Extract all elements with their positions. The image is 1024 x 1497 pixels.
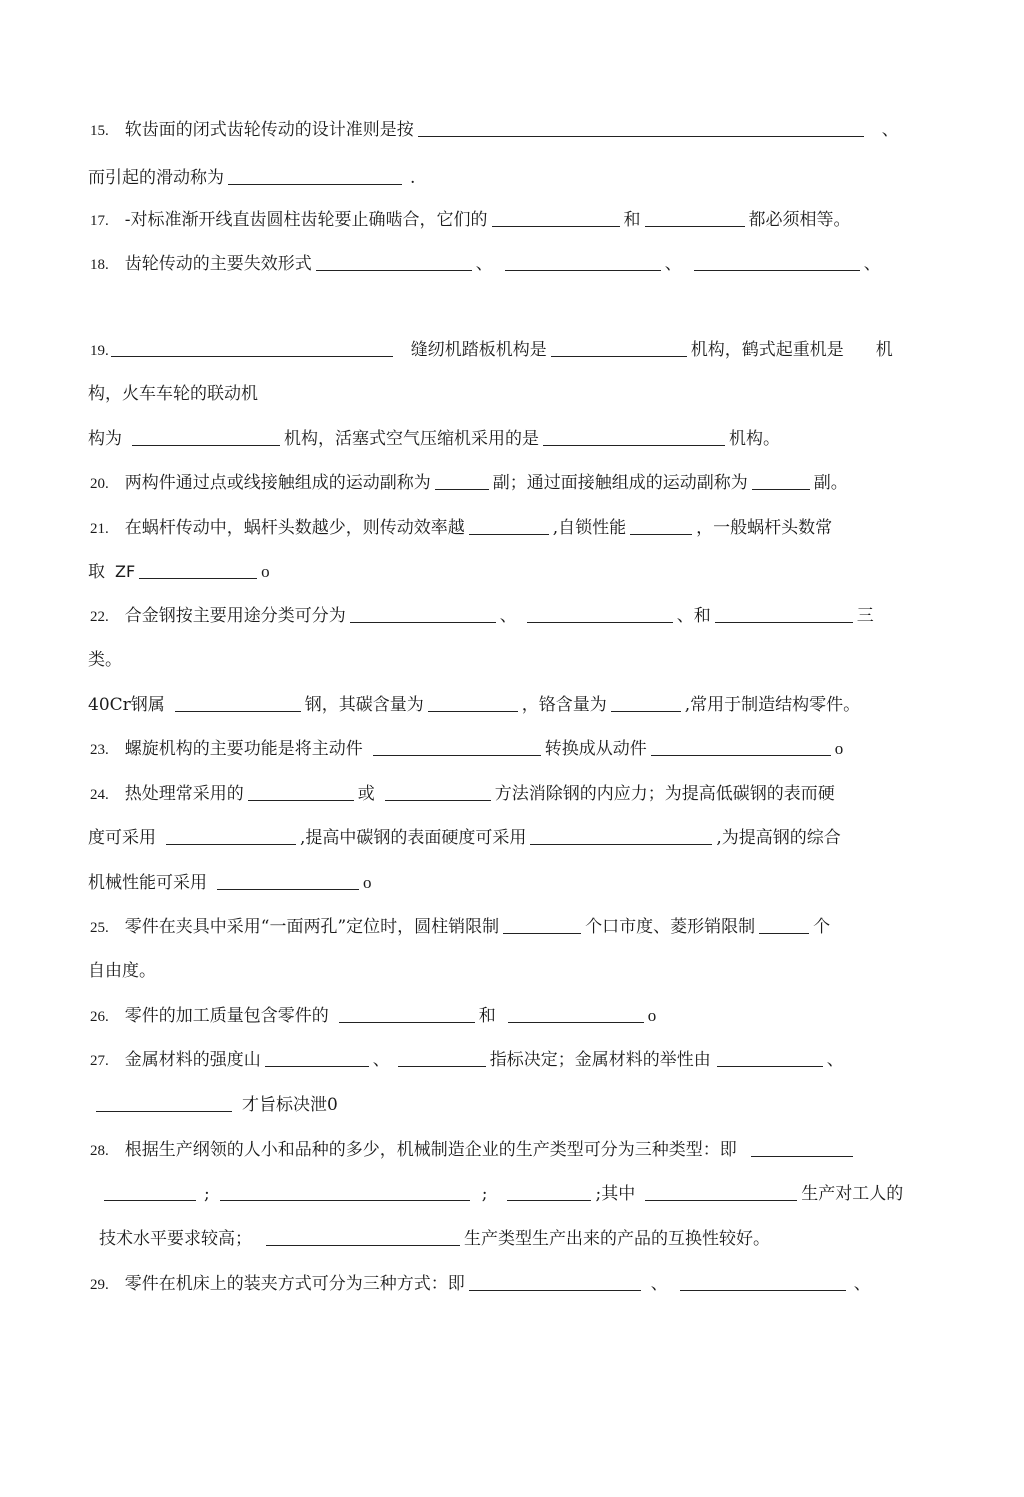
question-text: 在蜗杆传动中，蜗杆头数越少，则传动效率越 [124, 518, 465, 538]
question-23 [90, 734, 843, 764]
question-24-line-2 [88, 823, 841, 853]
punctuation: o [363, 873, 372, 892]
answer-blank[interactable] [220, 1180, 470, 1201]
answer-blank[interactable] [751, 1136, 853, 1157]
question-number: 18. [90, 257, 109, 273]
answer-blank[interactable] [428, 691, 518, 712]
question-text: 生产类型生产出来的产品的互换性较好。 [464, 1229, 770, 1249]
answer-blank[interactable] [717, 1046, 823, 1067]
question-21-line-2 [88, 557, 270, 587]
question-22-line-2 [88, 645, 122, 675]
question-text: 或 [357, 784, 375, 804]
answer-blank[interactable] [175, 691, 301, 712]
question-text: 和 [623, 210, 641, 230]
answer-blank[interactable] [469, 1270, 641, 1291]
question-text: 方法消除钢的内应力；为提高低碳钢的表而硬 [494, 784, 835, 804]
punctuation: 、 [853, 1274, 871, 1294]
question-text: ,提高中碳钢的表面硬度可采用 [300, 828, 527, 848]
question-number: 29. [90, 1277, 109, 1293]
answer-blank[interactable] [503, 913, 581, 934]
answer-blank[interactable] [228, 164, 402, 185]
question-27 [90, 1045, 844, 1075]
question-25-line-2 [88, 956, 156, 986]
punctuation: o [647, 1006, 657, 1025]
question-number: 17. [90, 213, 109, 229]
question-text: 机构。 [729, 429, 780, 449]
question-text: 热处理常采用的 [124, 784, 244, 804]
answer-blank[interactable] [527, 602, 673, 623]
answer-blank[interactable] [492, 206, 620, 227]
question-19-line-2 [88, 379, 258, 409]
question-text: 副；通过面接触组成的运动副称为 [492, 473, 748, 493]
question-29 [90, 1269, 871, 1299]
answer-blank[interactable] [630, 514, 692, 535]
question-16-continuation [88, 163, 415, 193]
question-text: 零件在机床上的装夹方式可分为三种方式：即 [124, 1274, 465, 1294]
question-27-line-2 [96, 1090, 338, 1120]
question-15 [90, 115, 899, 145]
question-text: 生产对工人的 [801, 1184, 904, 1204]
answer-blank[interactable] [435, 469, 489, 490]
question-text: 根据生产纲领的人小和品种的多少，机械制造企业的生产类型可分为三种类型：即 [124, 1140, 737, 1160]
punctuation: 、 [475, 254, 493, 274]
question-text: 副。 [813, 473, 848, 493]
answer-blank[interactable] [469, 514, 549, 535]
question-text: 构为 [88, 429, 122, 449]
question-text: 钢，其碳含量为 [304, 695, 424, 715]
question-text: 软齿面的闭式齿轮传动的设计准则是按 [124, 120, 414, 140]
question-number: 26. [90, 1009, 109, 1025]
question-text: 都必须相等。 [748, 210, 851, 230]
question-22-line-3 [88, 690, 860, 720]
question-text: ;其中 [595, 1184, 636, 1204]
question-text: 机构，活塞式空气压缩机采用的是 [284, 429, 539, 449]
question-text: 个 [813, 917, 831, 937]
question-18 [90, 249, 881, 279]
question-text: 金属材料的强度山 [124, 1050, 261, 1070]
question-text: 两构件通过点或线接触组成的运动副称为 [124, 473, 431, 493]
question-28-line-3 [99, 1224, 770, 1254]
symbol-zf: ZF [115, 562, 136, 581]
question-26 [90, 1001, 656, 1031]
punctuation: 、 [863, 254, 881, 274]
answer-blank[interactable] [694, 250, 860, 271]
question-17 [90, 205, 851, 235]
question-text: 才旨标决泄0 [242, 1095, 338, 1115]
answer-blank[interactable] [752, 469, 810, 490]
punctuation: 、 [372, 1050, 390, 1070]
answer-blank[interactable] [551, 336, 687, 357]
answer-blank[interactable] [508, 1002, 644, 1023]
question-text: 类。 [88, 650, 122, 670]
punctuation: 、 [664, 254, 682, 274]
question-21 [90, 513, 832, 543]
answer-blank[interactable] [543, 425, 725, 446]
answer-blank[interactable] [96, 1091, 232, 1112]
question-text: 指标决定；金属材料的举性由 [489, 1050, 711, 1070]
question-24-line-3 [88, 868, 372, 898]
question-text: 机 [875, 340, 893, 360]
question-text: 螺旋机构的主要功能是将主动件 [124, 739, 363, 759]
question-number: 28. [90, 1143, 109, 1159]
question-text: ,为提高钢的综合 [716, 828, 841, 848]
question-20 [90, 468, 848, 498]
answer-blank[interactable] [350, 602, 496, 623]
question-text: 齿轮传动的主要失效形式 [124, 254, 312, 274]
question-text: 和 [478, 1006, 496, 1026]
punctuation: ; [481, 1184, 488, 1204]
question-number: 23. [90, 742, 109, 758]
question-text: 、和 [676, 606, 711, 626]
punctuation: 、 [650, 1274, 668, 1294]
question-number: 21. [90, 521, 109, 537]
question-22 [90, 601, 874, 631]
question-number: 27. [90, 1053, 109, 1069]
answer-blank[interactable] [104, 1180, 196, 1201]
punctuation: 、 [826, 1050, 844, 1070]
answer-blank[interactable] [418, 116, 864, 137]
question-text: 度可采用 [88, 828, 156, 848]
question-text: ,常用于制造结构零件。 [684, 695, 861, 715]
question-number: 22. [90, 609, 109, 625]
question-text: 40Cr钢属 [88, 695, 165, 715]
question-19-line-3 [88, 424, 780, 454]
question-text: 而引起的滑动称为 [88, 168, 224, 188]
question-text: 机械性能可采用 [88, 873, 207, 893]
answer-blank[interactable] [645, 1180, 797, 1201]
answer-blank[interactable] [759, 913, 809, 934]
answer-blank[interactable] [507, 1180, 591, 1201]
punctuation: ; [204, 1184, 210, 1204]
question-text: ，一般蜗杆头数常 [696, 518, 833, 538]
question-25 [90, 912, 830, 942]
punctuation: . [410, 168, 416, 188]
question-24 [90, 779, 835, 809]
answer-blank[interactable] [651, 735, 831, 756]
answer-blank[interactable] [505, 250, 661, 271]
answer-blank[interactable] [385, 780, 491, 801]
answer-blank[interactable] [265, 1046, 369, 1067]
question-number: 24. [90, 787, 109, 803]
question-text: ，铬含量为 [521, 695, 607, 715]
answer-blank[interactable] [398, 1046, 486, 1067]
punctuation: o [834, 739, 844, 758]
answer-blank[interactable] [139, 558, 257, 579]
question-text: 零件在夹具中采用“一面两孔”定位时，圆柱销限制 [124, 917, 500, 937]
question-text: 技术水平要求较高； [99, 1229, 252, 1249]
answer-blank[interactable] [611, 691, 681, 712]
answer-blank[interactable] [248, 780, 354, 801]
question-text: 零件的加工质量包含零件的 [124, 1006, 329, 1026]
punctuation: 、 [881, 120, 899, 140]
question-28-line-2 [104, 1179, 903, 1209]
answer-blank[interactable] [680, 1270, 846, 1291]
question-text: 合金钢按主要用途分类可分为 [124, 606, 346, 626]
question-text: 构，火车车轮的联动机 [88, 384, 258, 404]
answer-blank[interactable] [111, 336, 393, 357]
answer-blank[interactable] [530, 824, 712, 845]
question-number: 20. [90, 476, 109, 492]
punctuation: 、 [499, 606, 517, 626]
answer-blank[interactable] [715, 602, 853, 623]
question-text: -对标准渐开线直齿圆柱齿轮要止确啮合，它们的 [124, 210, 488, 230]
punctuation: o [261, 562, 270, 581]
question-text: ,自锁性能 [552, 518, 627, 538]
question-text: 自由度。 [88, 961, 156, 981]
question-text: 取 [88, 562, 105, 582]
question-number: 19. [90, 343, 109, 359]
question-text: 个口市度、菱形销限制 [585, 917, 756, 937]
answer-blank[interactable] [166, 824, 296, 845]
answer-blank[interactable] [316, 250, 472, 271]
answer-blank[interactable] [645, 206, 745, 227]
question-text: 机构，鹤式起重机是 [690, 340, 844, 360]
answer-blank[interactable] [132, 425, 280, 446]
answer-blank[interactable] [339, 1002, 475, 1023]
question-text: 三 [856, 606, 874, 626]
question-text: 转换成从动件 [544, 739, 647, 759]
answer-blank[interactable] [266, 1225, 460, 1246]
question-19 [90, 335, 893, 365]
question-number: 15. [90, 123, 109, 139]
question-28 [90, 1135, 857, 1165]
question-text: 缝纫机踏板机构是 [410, 340, 547, 360]
answer-blank[interactable] [217, 869, 359, 890]
question-number: 25. [90, 920, 109, 936]
answer-blank[interactable] [373, 735, 541, 756]
